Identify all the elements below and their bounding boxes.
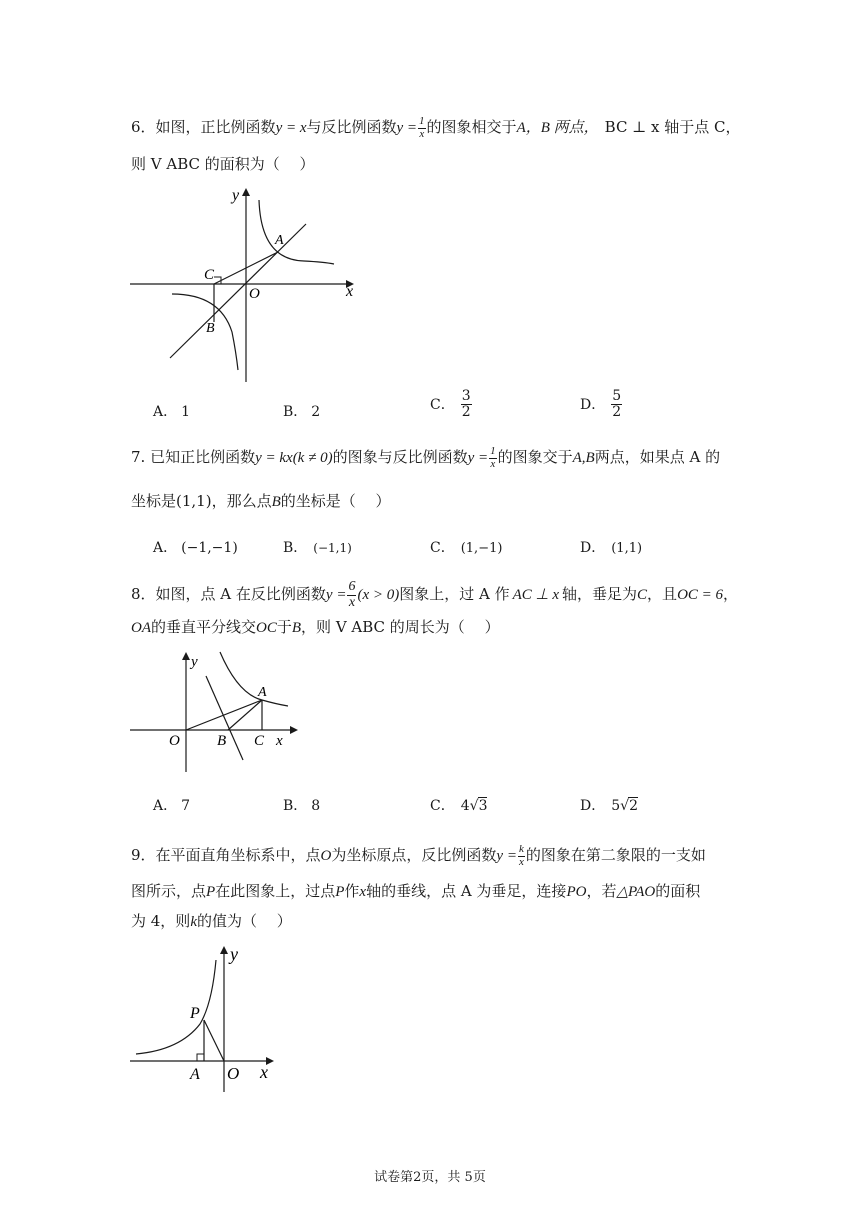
q8-figure [128,648,300,774]
q8-label-x: x [276,733,283,749]
page-footer: 试卷第2页，共 5页 [374,1170,486,1185]
q8-line-2: OA的垂直平分线交OC于B，则 V ABC 的周长为（ ） [131,618,500,636]
q7-line-2: 坐标是(1,1)，那么点B的坐标是（ ） [131,492,391,510]
q6-hyperbola-branch-2 [172,294,238,370]
q7-option-d[interactable]: D． (1,1) [580,540,643,556]
q7-option-a[interactable]: A． (−1,−1) [153,540,238,556]
q6-line-2: 则 V ABC 的面积为（ ） [131,155,315,173]
q6-number: 6． [131,118,156,137]
q6-line-1: 6．如图，正比例函数y = x与反比例函数y = $\frac{1}{x}$ 的图象相交于A，B 两点， BC ⊥ x 轴于点 C， [131,115,741,140]
q8-label-a: A [258,685,267,700]
q8-line-1: 8．如图，点 A 在反比例函数y = $\frac{6}{x}$ (x > 0)图象上，过 A 作 AC ⊥ x 轴，垂足为C，且OC = 6， [131,579,739,610]
q8-option-c[interactable]: C． 4√3 [430,798,488,814]
q8-option-d[interactable]: D． 5√2 [580,798,638,814]
q6-label-y: y [232,187,240,204]
q8-label-b: B [217,733,227,749]
q6-label-x: x [346,283,354,300]
q6-option-d[interactable]: D． $\frac{5}{2}$ [580,388,622,420]
q8-option-a[interactable]: A． 7 [153,798,191,814]
q9-right-angle [197,1054,204,1061]
q8-segment-oa [186,700,262,730]
q7-option-b[interactable]: B． (−1,1) [283,540,352,556]
q6-fraction: $\frac{1}{x}$ [419,115,425,140]
q6-label-a: A [275,233,284,248]
q8-option-b[interactable]: B． 8 [283,798,321,814]
q9-line-2: 图所示，点P在此图象上，过点P作x轴的垂线，点 A 为垂足，连接PO，若△PAO的面积 [131,882,701,900]
q9-line-3: 为 4，则k的值为（ ） [131,912,292,930]
q9-label-a: A [190,1066,200,1083]
q9-figure [128,940,280,1096]
q9-segment-po [204,1020,224,1061]
q8-label-c: C [254,733,265,749]
q6-label-c: C [204,267,215,283]
q9-label-y: y [230,944,238,964]
q6-option-a[interactable]: A． 1 [153,404,191,420]
q9-label-p: P [190,1005,200,1022]
q9-line-1: 9．在平面直角坐标系中，点O为坐标原点，反比例函数y = $\frac{k}{x}$ 的图象在第二象限的一支如 [131,843,706,868]
q8-label-y: y [191,654,198,670]
q6-figure [128,182,360,388]
q6-hyperbola-branch-1 [259,200,334,264]
q6-label-o: O [249,286,260,302]
q6-line-y-eq-x [170,224,306,358]
q6-function-1: y = x [275,120,307,137]
q8-hyperbola [220,652,288,706]
q9-label-o: O [227,1064,240,1083]
q7-line-1: 7. 已知正比例函数y = kx(k ≠ 0)的图象与反比例函数y = $\frac{1}{x}$ 的图象交于A,B两点，如果点 A 的 [131,445,721,470]
q8-label-o: O [169,733,180,749]
q6-option-b[interactable]: B． 2 [283,404,321,420]
q6-option-c[interactable]: C． $\frac{3}{2}$ [430,388,471,420]
q9-label-x: x [260,1062,268,1082]
q8-segment-ab [228,700,262,730]
q7-option-c[interactable]: C． (1,−1) [430,540,503,556]
q6-label-b: B [206,321,215,336]
